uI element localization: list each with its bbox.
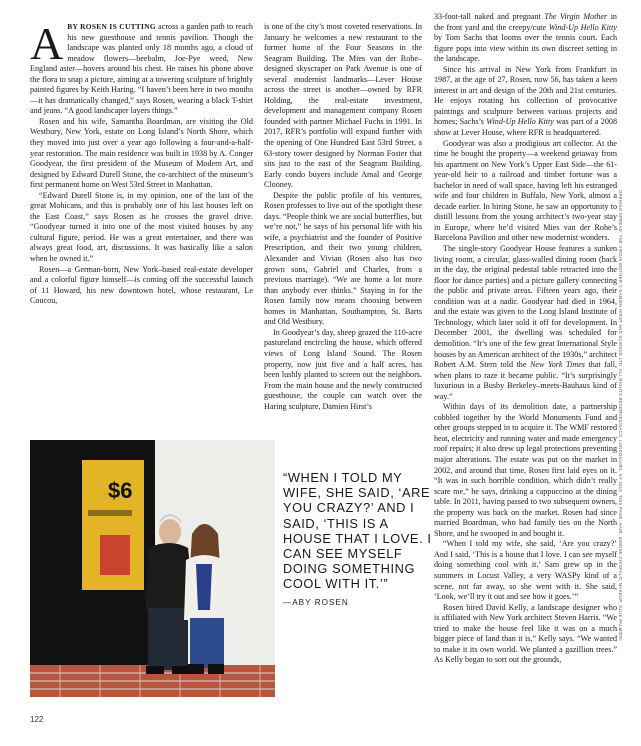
photo-illustration (30, 440, 275, 697)
paragraph-text: across a garden path to reach his new guesthouse and tennis pavilion. Though the landscape was planted only 18 months ago, a cloud of meadow flowers—beebalm, Joe-Pye weed, New England aster—hovers around his chest. He raises his phone above the flora to snap a picture, aiming at a towering sculpture of brightly painted figures by Keith Haring. “I haven’t been here in two months—it has dramatically changed,” says Rosen, wearing a black T-shirt and jeans. “A good landscaper layers things.” (30, 22, 253, 116)
text-run: in the front yard and the creepy/cute (434, 12, 617, 32)
paragraph: Rosen hired David Kelly, a landscape designer who is affiliated with New York architect Steven Harris. “We tried to make the house feel like it was on a much bigger piece of land than it is,” Kelly says. “We wanted to make it its own world. We planted a gazillion trees.” As Kelly began to sort out the grounds, (434, 602, 617, 665)
paragraph: Rosen—a German-born, New York–based real-estate developer and a colorful figure himself—is coming off the successful launch of 11 Howard, his new downtown hotel, whose restaurant, Le Coucou, (30, 264, 253, 306)
pull-quote-attribution: —ABY ROSEN (283, 597, 349, 607)
lead-in: BY ROSEN IS CUTTING (67, 22, 156, 31)
paragraph: “When I told my wife, she said, ‘Are you crazy?’ And I said, ‘This is a house that I love. I can see myself doing something cool with it.’ Sam grew up in the summers in Locust Valley, a very WASPy kind of a scene, not far away, so she went with it. She said, ‘Look, we’ll try it out and see how it goes.’” (434, 539, 617, 602)
column-2 (264, 22, 422, 412)
drop-cap: A (30, 18, 64, 69)
artwork-title: Wind-Up Hello Kitty (486, 117, 554, 127)
paragraph: Goodyear was also a prodigious art collector. At the time he bought the property—a weekend getaway from his apartment on New York’s Upper East Side—the 61-year-old heir to a railroad and timber fortune was a bachelor in need of wall space, having left his estranged wife and four children in Buffalo, New York, almost a decade earlier. In hiring Stone, he saw an opportunity to distill lessons from the young architect’s two-year stay in Europe, where he’d visited Mies van der Rohe’s Barcelona Pavilion and other new modernist wonders. (434, 138, 617, 243)
text-run: by Tom Sachs that looms over the tennis court. Each figure pops into view within its own discreet setting in the landscape. (434, 33, 617, 64)
column-1 (30, 18, 253, 307)
paragraph: is one of the city’s most coveted reservations. In January he welcomes a new restaurant to the former home of the Four Seasons in the Seagram Building. The Mies van der Rohe–designed skyscraper on Park Avenue is one of several modernist landmarks—Lever House across the street is another—owned by RFR Holding, the real-estate investment, development and management company Rosen founded with partner Michael Fuchs in 1991. In 2017, RFR’s portfolio will expand further with the opening of One Hundred East 53rd Street, a 63-story tower designed by Norman Foster that sits just to the east of the Seagram Building. Early condo buyers include Amal and George Clooney. (264, 22, 422, 190)
paragraph: In Goodyear’s day, sheep grazed the 110-acre pastureland encircling the house, which offered views of Long Island Sound. The Rosen property, now just five and a half acres, has been lushly planted to screen out the neighbors. From the main house and the newly constructed guesthouse, the couple can watch over the Haring sculpture, Damien Hirst’s (264, 327, 422, 411)
artwork-title: The Virgin Mother (544, 12, 608, 21)
pull-quote (283, 470, 433, 607)
paragraph: “Edward Durell Stone is, in my opinion, one of the last of the great Mohicans, and this is probably one of his last houses left on the East Coast,” says Rosen as he crosses the gravel drive. “Goodyear turned it into one of the most visited houses by any cultural figure, period. He was a great entertainer, and there was always great food, art, discussions. It was basically like a salon when he owned it.” (30, 190, 253, 264)
text-run: Since his arrival in New York from Frankfurt in 1987, at the age of 27, Rosen, now 56, has taken a keen interest in art and design of the 20th and 21st centuries. He enjoys rotating his collection of provocative paintings and sculpture between various projects and homes; Sachs’s (434, 64, 617, 127)
text-run: The single-story Goodyear House features a sunken living room, a circular, glass-walled dining room (back in the day, the original pedestal table retracted into the floor for dance parties) and a picture gallery connecting the public and private areas. Fifteen years ago, their condition was at a nadir. Goodyear had died in 1964, and the estate was given to the Long Island Institute of Technology, which later sold it off for development. In December 2001, the dwelling was scheduled for demolition. “It’s one of the few great International Style houses by an American architect of the 1930s,” architect Robert A.M. Stern told the (434, 244, 617, 370)
opening-paragraph (30, 18, 253, 117)
text-run: was part of a 2008 show at Lever House, where RFR is headquartered. (434, 117, 617, 138)
paragraph: Within days of its demolition date, a partnership cobbled together by the World Monuments Fund and other groups stepped in to acquire it. The WMF restored heat, electricity and running water and made emergency roof repairs; it also drew up legal protections preventing major alterations. The estate was put on the market in 2002, and around that time, Rosen first laid eyes on it. “It was in such horrible condition, which didn’t really scare me,” he says, drinking a cappuccino at the dining table. In 2011, having passed to two subsequent owners, the property was back on the market. Rosen had since married Boardman, who had family ties on the North Shore, and he swooped in and bought it. (434, 402, 617, 538)
paragraph: Despite the public profile of his ventures, Rosen professes to live out of the spotlight these days. “People think we are social butterflies, but we’re not,” he says of his personal life with his wife, a psychiatrist and the founder of Positive Prescription, and their two young children, Alexander and Vivian (Rosen also has two grown sons, Gabriel and Charles, from a previous marriage). “We are home a lot more than anybody ever thinks.” Staying in for the Rosen family now means choosing between homes in Manhattan, Southampton, St. Barts and Old Westbury. (264, 190, 422, 327)
photo-credit-text: OPENING SPREAD: THE VIRGIN MOTHER © DAMIEN HIRST AND SCIENCE LTD. ALL RIGHTS RESERVED/DACS, LONDON/ARS, NY 2016. THIS PAGE: HAIR, SIMONE CHIOFALO; MAKEUP, JULIE PALMIERI (618, 190, 623, 641)
artwork-title: Wind-Up Hello Kitty (548, 22, 618, 32)
paragraph: Rosen and his wife, Samantha Boardman, are visiting the Old Westbury, New York, estate on Long Island’s North Shore, which they moved into just over a year ago following a four-and-a-half-year restoration. The main residence was built in 1938 by A. Conger Goodyear, the first president of the Museum of Modern Art, and designed by Edward Durell Stone, the co-architect of the museum’s first permanent home on West 53rd Street in Manhattan. (30, 116, 253, 190)
publication-title: New York Times (530, 360, 585, 370)
wall-art-text: $6 (108, 478, 133, 503)
paragraph (434, 12, 617, 65)
text-run: that fall, when plans to raze it became public. “It’s surprisingly luxurious in a Busby Berkeley–meets-Bauhaus kind of way.” (434, 360, 617, 401)
paragraph (434, 244, 617, 402)
paragraph (434, 65, 617, 139)
couple-photo (30, 440, 275, 697)
photo-credit (618, 190, 628, 710)
page-number: 122 (30, 715, 44, 724)
text-run: 33-foot-tall naked and pregnant (434, 12, 545, 21)
column-3 (434, 12, 617, 666)
pull-quote-text: “WHEN I TOLD MY WIFE, SHE SAID, ‘ARE YOU CRAZY?’ AND I SAID, ‘THIS IS A HOUSE THAT I LOVE. I CAN SEE MYSELF DOING SOMETHING COOL WITH IT.’” (283, 470, 432, 592)
